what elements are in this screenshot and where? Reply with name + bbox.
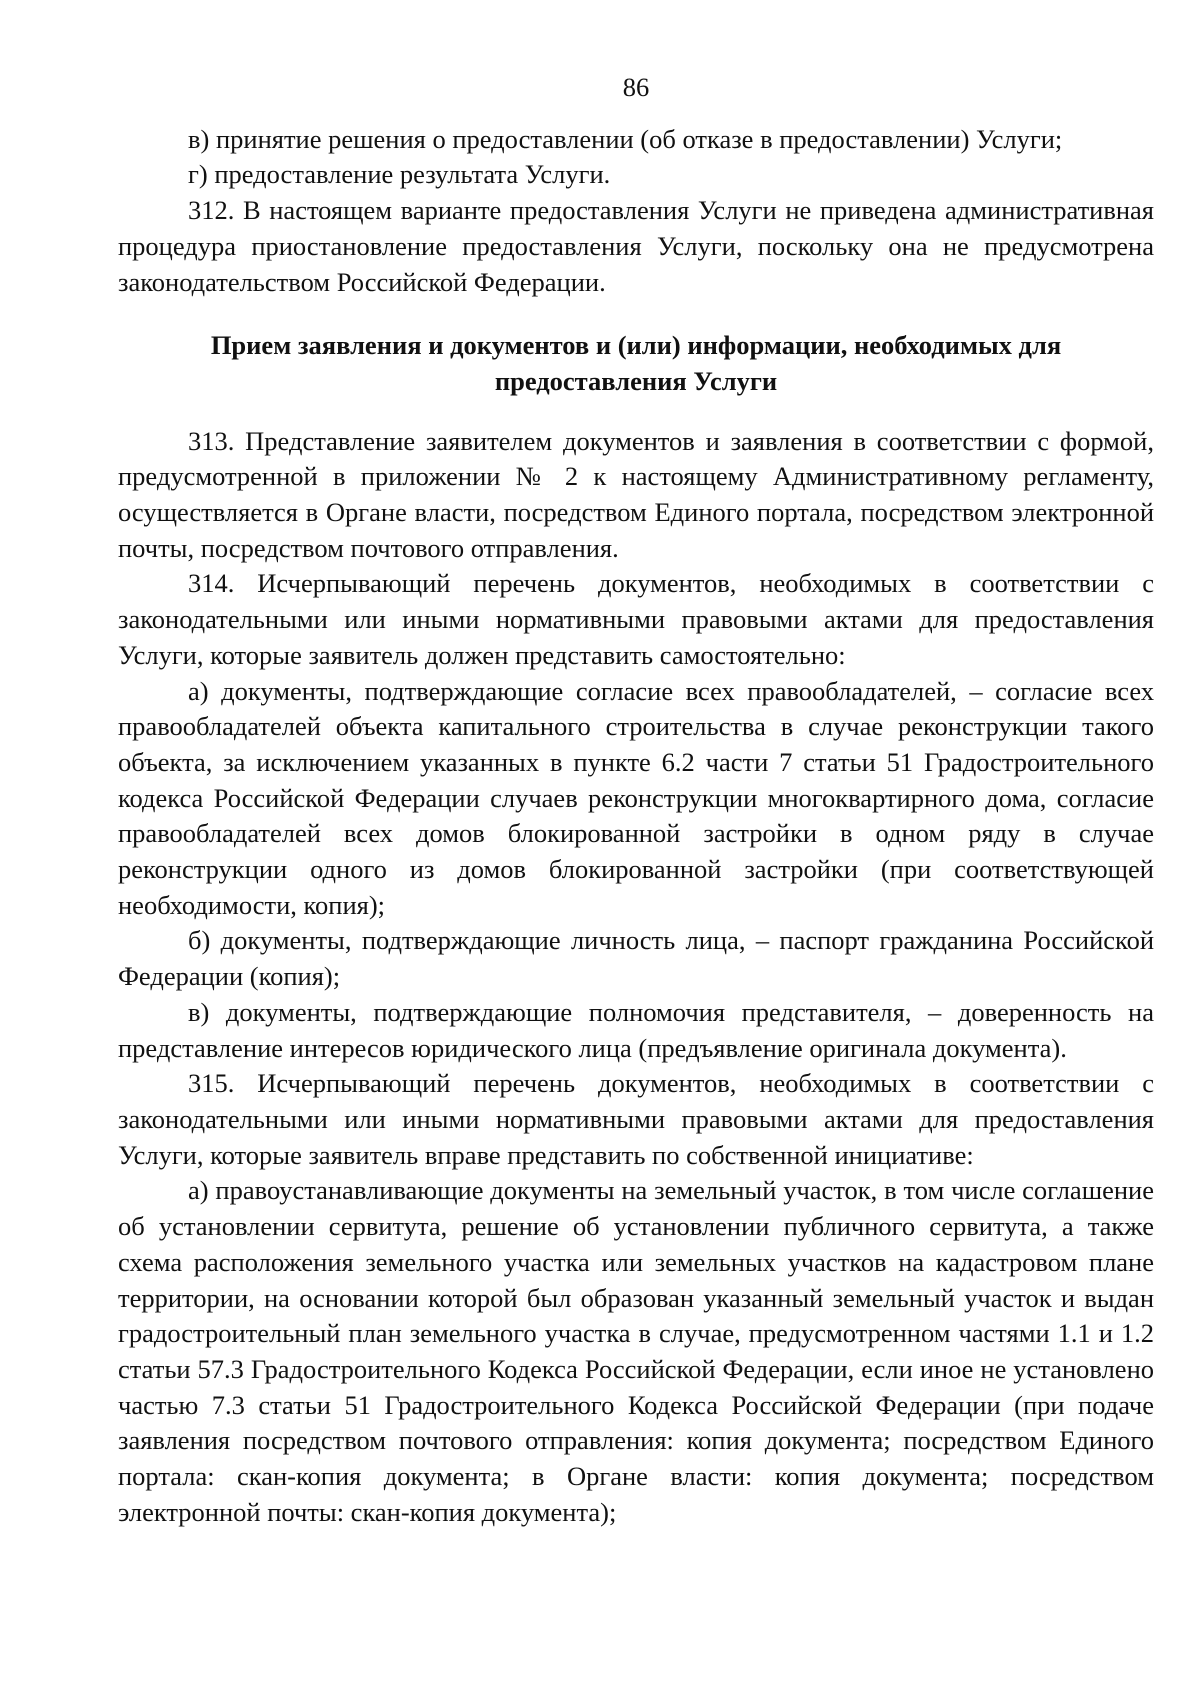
page-number: 86 <box>622 72 650 102</box>
paragraph-315-a: а) правоустанавливающие документы на земельный участок, в том числе соглашение об установлении сервитута, решение об установлении публичного сервитута, а также схема расположения земельного участка или земельных участков на кадастровом плане территории, на основании которой был образован указанный земельный участок и выдан градостроительный план земельного участка в случае, предусмотренном частями 1.1 и 1.2 статьи 57.3 Градостроительного Кодекса Российской Федерации, если иное не установлено частью 7.3 статьи 51 Градостроительного Кодекса Российской Федерации (при подаче заявления посредством почтового отправления: копия документа; посредством Единого портала: скан-копия документа; в Органе власти: копия документа; посредством электронной почты: скан-копия документа); <box>118 1175 1154 1527</box>
document-page <box>118 70 1154 1530</box>
paragraph-315: 315. Исчерпывающий перечень документов, необходимых в соответствии с законодательными или иными нормативными правовыми актами для предоставления Услуги, которые заявитель вправе представить по собственной инициативе: <box>118 1068 1154 1170</box>
section-heading: Прием заявления и документов и (или) информации, необходимых для предоставления Услуги <box>210 330 1062 396</box>
paragraph-314-a: а) документы, подтверждающие согласие всех правообладателей, – согласие всех правообладателей объекта капитального строительства в случае реконструкции такого объекта, за исключением указанных в пункте 6.2 части 7 статьи 51 Градостроительного кодекса Российской Федерации случаев реконструкции многоквартирного дома, согласие правообладателей всех домов блокированной застройки в одном ряду в случае реконструкции одного из домов блокированной застройки (при соответствующей необходимости, копия); <box>118 675 1154 920</box>
paragraph-314-b: б) документы, подтверждающие личность лица, – паспорт гражданина Российской Федерации (копия); <box>118 925 1154 992</box>
paragraph-314-v: в) документы, подтверждающие полномочия представителя, – доверенность на представление интересов юридического лица (предъявление оригинала документа). <box>118 996 1154 1063</box>
paragraph-312: 312. В настоящем варианте предоставления Услуги не приведена административная процедура приостановление предоставления Услуги, поскольку она не предусмотрена законодательством Российской Федерации. <box>118 195 1154 297</box>
paragraph-item-g: г) предоставление результата Услуги. <box>188 159 611 190</box>
paragraph-item-v: в) принятие решения о предоставлении (об отказе в предоставлении) Услуги; <box>188 123 1063 154</box>
paragraph-313: 313. Представление заявителем документов и заявления в соответствии с формой, предусмотренной в приложении № 2 к настоящему Административному регламенту, осуществляется в Органе власти, посредством Единого портала, посредством электронной почты, посредством почтового отправления. <box>118 425 1154 563</box>
paragraph-314: 314. Исчерпывающий перечень документов, необходимых в соответствии с законодательными или иными нормативными правовыми актами для предоставления Услуги, которые заявитель должен представить самостоятельно: <box>118 568 1154 670</box>
